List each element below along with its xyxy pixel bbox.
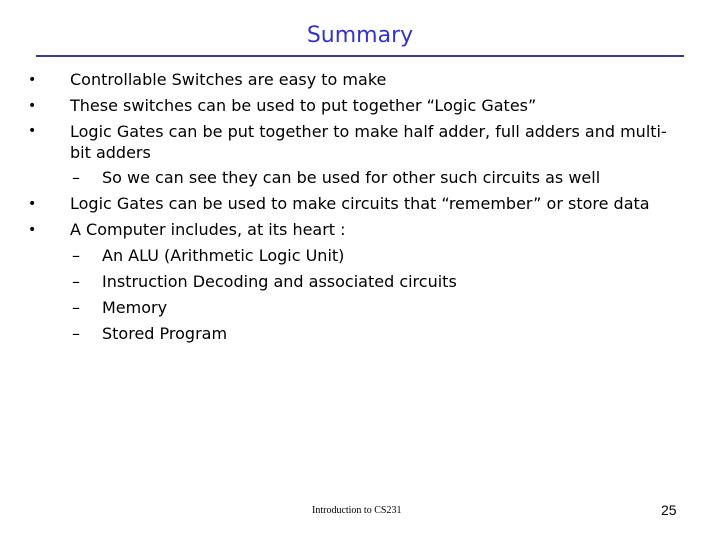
bullet-item — [0, 119, 670, 165]
sub-bullet-text: Stored Program — [102, 324, 228, 343]
dash-icon: – — [72, 272, 80, 291]
sub-bullet-item — [0, 295, 720, 321]
title-divider — [36, 55, 684, 57]
dash-icon: – — [72, 324, 80, 343]
footer-course-name: Introduction to CS231 — [312, 505, 402, 516]
sub-bullet-item — [0, 165, 720, 191]
bullet-dot-icon: • — [28, 123, 37, 139]
sub-bullet-item — [0, 269, 720, 295]
bullet-item — [0, 191, 720, 217]
page-number: 25 — [661, 502, 677, 518]
bullet-text: A Computer includes, at its heart : — [70, 220, 346, 239]
sub-bullet-text: Memory — [102, 298, 168, 317]
dash-icon: – — [72, 168, 80, 187]
bullet-dot-icon: • — [28, 222, 37, 238]
slide-title: Summary — [306, 23, 414, 48]
bullet-list — [0, 67, 720, 347]
bullet-dot-icon: • — [28, 196, 37, 212]
bullet-item — [0, 67, 720, 93]
bullet-text: Logic Gates can be put together to make half adder, full adders and multi-bit adders — [70, 122, 667, 162]
bullet-dot-icon: • — [28, 98, 37, 114]
bullet-text: Controllable Switches are easy to make — [70, 70, 387, 89]
sub-bullet-text: An ALU (Arithmetic Logic Unit) — [102, 246, 345, 265]
sub-bullet-text: So we can see they can be used for other such circuits as well — [102, 168, 601, 187]
bullet-dot-icon: • — [28, 72, 37, 88]
dash-icon: – — [72, 246, 80, 265]
dash-icon: – — [72, 298, 80, 317]
bullet-item — [0, 217, 720, 243]
sub-bullet-item — [0, 321, 720, 347]
bullet-text: Logic Gates can be used to make circuits that “remember” or store data — [70, 194, 650, 213]
sub-bullet-item — [0, 243, 720, 269]
sub-bullet-text: Instruction Decoding and associated circuits — [102, 272, 457, 291]
bullet-text: These switches can be used to put together “Logic Gates” — [70, 96, 537, 115]
bullet-item — [0, 93, 720, 119]
